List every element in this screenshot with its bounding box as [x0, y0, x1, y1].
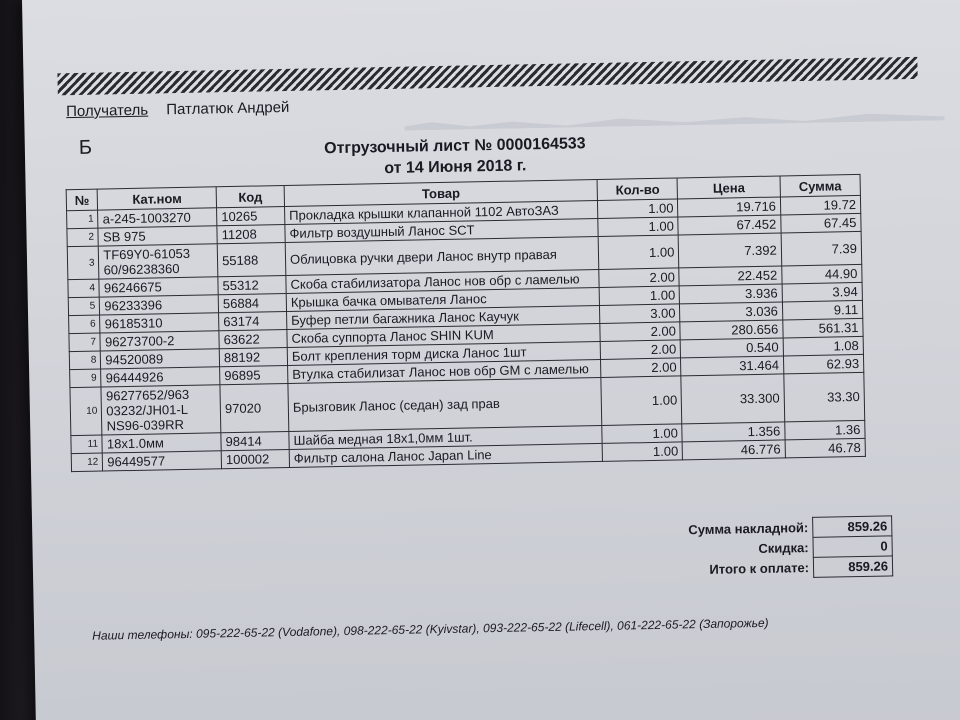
cell-num: 12	[71, 453, 103, 472]
cell-code: 96895	[220, 365, 288, 384]
cell-num: 9	[70, 369, 102, 388]
cell-cat: 96444926	[101, 367, 220, 387]
cell-code: 10265	[217, 206, 285, 225]
document-date: от 14 Июня 2018 г.	[384, 157, 527, 178]
col-cat: Кат.ном	[98, 187, 217, 210]
cell-name: Буфер петли багажника Ланос Каучук	[287, 305, 601, 329]
printed-header-stripe	[57, 57, 917, 96]
cell-name: Скоба суппорта Ланос SHIN KUM	[287, 323, 601, 347]
cell-sum: 1.08	[783, 336, 863, 356]
cell-price: 67.452	[678, 215, 781, 235]
cell-num: 4	[68, 279, 100, 298]
document-heading	[265, 132, 646, 181]
cell-qty: 2.00	[599, 268, 679, 288]
col-code: Код	[216, 186, 284, 208]
total-label: Итого к оплате:	[709, 559, 810, 577]
phone-footer: Наши телефоны: 095-222-65-22 (Vodafone), 098-222-65-22 (Kyivstar), 093-222-65-22 (Lifecell), 061-222-65-22 (Запорожье)	[92, 615, 769, 643]
cell-cat: 96185310	[100, 313, 219, 333]
cell-qty: 3.00	[600, 304, 680, 324]
cell-name: Скоба стабилизатора Ланос нов обр с ламелью	[286, 269, 600, 293]
cell-price: 280.656	[680, 320, 783, 340]
cell-num: 1	[67, 210, 99, 229]
cell-code: 98414	[221, 431, 289, 450]
discount-label: Скидка:	[758, 540, 809, 556]
document-title: Отгрузочный лист № 0000164533	[324, 135, 586, 158]
cell-sum: 44.90	[782, 264, 862, 284]
cell-cat: TF69Y0-61053 60/96238360	[99, 244, 218, 279]
cell-price: 3.936	[680, 284, 783, 304]
cell-code: 97020	[220, 383, 289, 432]
cell-price: 46.776	[683, 440, 786, 460]
cell-sum: 3.94	[782, 282, 862, 302]
cell-name: Фильтр салона Ланос Japan Line	[289, 443, 603, 467]
cell-cat: 94520089	[101, 349, 220, 369]
cell-cat: 96273700-2	[100, 331, 219, 351]
cell-num: 7	[69, 333, 101, 352]
cell-qty: 2.00	[601, 358, 681, 378]
cell-name: Брызговик Ланос (седан) зад прав	[288, 377, 602, 431]
cell-code: 63174	[219, 311, 287, 330]
cell-num: 11	[71, 435, 103, 454]
cell-cat: а-245-1003270	[98, 208, 217, 228]
cell-qty: 1.00	[602, 442, 682, 462]
invoice-sum-label: Сумма накладной:	[688, 520, 809, 538]
invoice-sum-value: 859.26	[813, 516, 892, 538]
cell-sum: 67.45	[781, 213, 861, 233]
cell-cat: 96233396	[100, 295, 219, 315]
cell-sum: 33.30	[784, 372, 865, 422]
cell-cat: 96449577	[103, 451, 222, 471]
col-price: Цена	[677, 176, 780, 199]
cell-qty: 1.00	[599, 286, 679, 306]
cell-cat: 18х1.0мм	[102, 433, 221, 453]
cell-price: 0.540	[681, 338, 784, 358]
col-num: №	[66, 189, 98, 211]
cell-qty: 1.00	[598, 235, 679, 270]
cell-code: 100002	[221, 449, 289, 468]
cell-price: 3.036	[680, 302, 783, 322]
cell-cat: 96246675	[99, 277, 218, 297]
cell-price: 19.716	[678, 197, 781, 217]
cell-sum: 62.93	[783, 354, 863, 374]
cell-price: 33.300	[681, 374, 784, 424]
cell-name: Болт крепления торм диска Ланос 1шт	[287, 341, 601, 365]
cell-code: 56884	[218, 293, 286, 312]
totals-block	[592, 515, 893, 582]
items-table	[66, 174, 866, 472]
cell-code: 55312	[218, 275, 286, 294]
cell-sum: 46.78	[785, 438, 865, 458]
cell-num: 8	[69, 351, 101, 370]
shipping-sheet	[22, 0, 960, 720]
col-name: Товар	[284, 179, 598, 206]
cell-qty: 1.00	[602, 424, 682, 444]
cell-name: Втулка стабилизат Ланос нов обр GM с ламелью	[288, 359, 602, 383]
cell-cat: SB 975	[98, 226, 217, 246]
cell-qty: 2.00	[600, 322, 680, 342]
discount-value: 0	[813, 536, 892, 558]
cell-qty: 1.00	[601, 376, 682, 426]
cell-price: 31.464	[681, 356, 784, 376]
cell-price: 7.392	[679, 233, 782, 268]
cell-qty: 1.00	[598, 199, 678, 219]
cell-code: 55188	[217, 242, 286, 276]
recipient-name: Патлатюк Андрей	[166, 98, 290, 119]
recipient-label: Получатель	[65, 101, 149, 121]
cell-num: 2	[67, 228, 99, 247]
total-value: 859.26	[813, 556, 892, 578]
cell-num: 10	[70, 387, 102, 436]
cell-price: 1.356	[682, 422, 785, 442]
col-sum: Сумма	[780, 174, 861, 197]
cell-name: Фильтр воздушный Ланос SCT	[285, 218, 599, 242]
cell-qty: 2.00	[600, 340, 680, 360]
cell-name: Облицовка ручки двери Ланос внутр правая	[285, 236, 599, 275]
cell-num: 5	[68, 297, 100, 316]
col-qty: Кол-во	[597, 178, 677, 201]
cell-sum: 19.72	[780, 195, 860, 215]
cell-sum: 561.31	[783, 318, 863, 338]
cell-name: Прокладка крышки клапанной 1102 АвтоЗАЗ	[285, 200, 599, 224]
cell-sum: 1.36	[785, 420, 865, 440]
cell-code: 63622	[219, 329, 287, 348]
cell-qty: 1.00	[598, 217, 678, 237]
cell-code: 11208	[217, 224, 285, 243]
cell-name: Крышка бачка омывателя Ланос	[286, 287, 600, 311]
cell-sum: 9.11	[782, 300, 862, 320]
cell-name: Шайба медная 18х1,0мм 1шт.	[289, 425, 603, 449]
cell-sum: 7.39	[781, 231, 862, 266]
cell-price: 22.452	[679, 266, 782, 286]
sheet-letter: Б	[78, 136, 93, 159]
cell-num: 6	[69, 315, 101, 334]
cell-num: 3	[67, 246, 99, 280]
torn-edge	[404, 110, 944, 130]
cell-cat: 96277652/963 03232/JH01-L NS96-039RR	[101, 385, 221, 435]
cell-code: 88192	[219, 347, 287, 366]
recipient-line	[66, 99, 290, 120]
